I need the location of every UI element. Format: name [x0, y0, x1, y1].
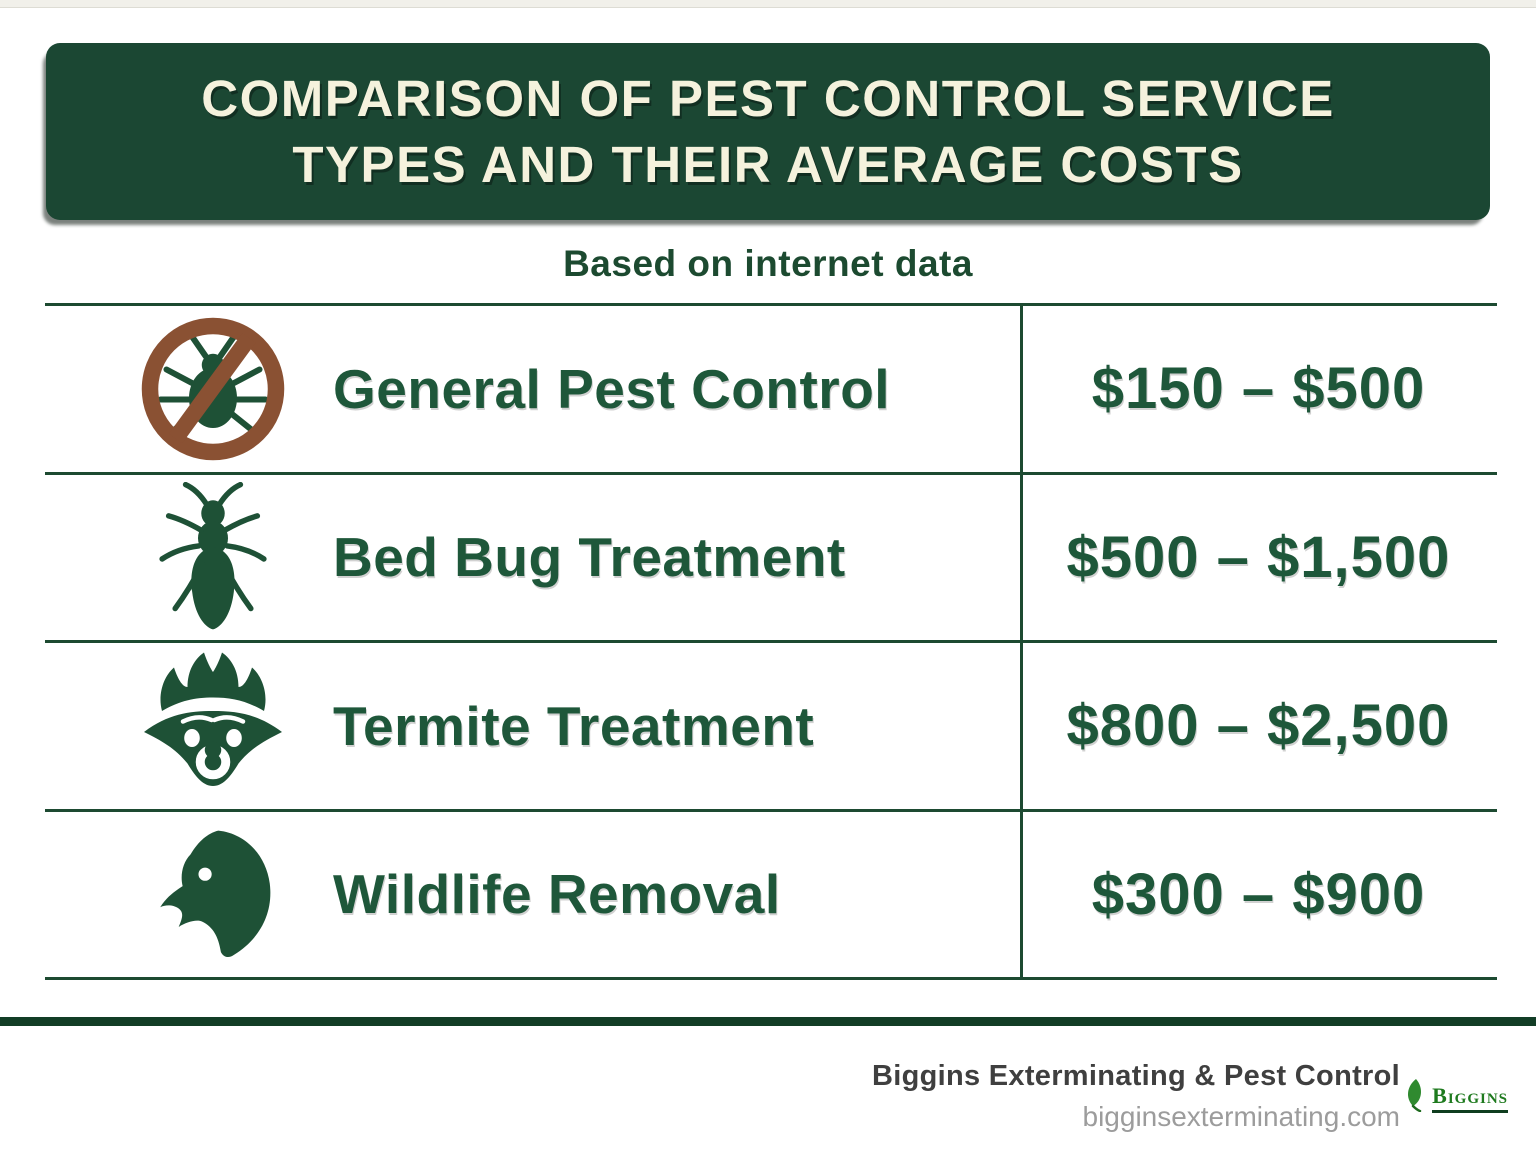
- table-row: [45, 812, 1497, 981]
- page-title-line-2: TYPES AND THEIR AVERAGE COSTS: [292, 135, 1244, 193]
- service-cell: [45, 475, 1020, 641]
- table-row: [45, 475, 1497, 644]
- service-label: Bed Bug Treatment: [333, 526, 846, 589]
- cost-cell: [1020, 306, 1497, 472]
- header-banner: [46, 43, 1490, 220]
- service-cell: [45, 812, 1020, 978]
- website-url[interactable]: bigginsexterminating.com: [1082, 1101, 1400, 1132]
- service-cell: [45, 306, 1020, 472]
- leaf-icon: [1402, 1078, 1428, 1117]
- cost-comparison-table: [45, 303, 1497, 980]
- page-top-edge: [0, 0, 1536, 8]
- raccoon-face-icon: [137, 650, 289, 802]
- cost-cell: [1020, 812, 1497, 978]
- subtitle: Based on internet data: [563, 243, 973, 284]
- company-name: Biggins Exterminating & Pest Control: [871, 1060, 1400, 1092]
- service-label: Wildlife Removal: [333, 863, 781, 926]
- bed-bug-icon: [137, 481, 289, 633]
- wildlife-head-icon: [137, 818, 289, 970]
- cost-value: $500 – $1,500: [1066, 524, 1451, 590]
- service-cell: [45, 643, 1020, 809]
- table-row: [45, 643, 1497, 812]
- cost-cell: [1020, 475, 1497, 641]
- brand-logo: [1402, 1078, 1508, 1117]
- table-row: [45, 306, 1497, 475]
- cost-cell: [1020, 643, 1497, 809]
- footer-branding: [872, 1060, 1400, 1133]
- footer-divider: [0, 1017, 1536, 1026]
- logo-wordmark: Biggins: [1432, 1083, 1508, 1113]
- cost-value: $800 – $2,500: [1066, 693, 1451, 759]
- service-label: Termite Treatment: [333, 694, 815, 757]
- cost-value: $150 – $500: [1091, 356, 1426, 422]
- service-label: General Pest Control: [333, 357, 891, 420]
- page-title-line-1: COMPARISON OF PEST CONTROL SERVICE: [201, 70, 1335, 128]
- column-divider: [1020, 306, 1023, 980]
- no-bug-icon: [137, 313, 289, 465]
- cost-value: $300 – $900: [1091, 861, 1426, 927]
